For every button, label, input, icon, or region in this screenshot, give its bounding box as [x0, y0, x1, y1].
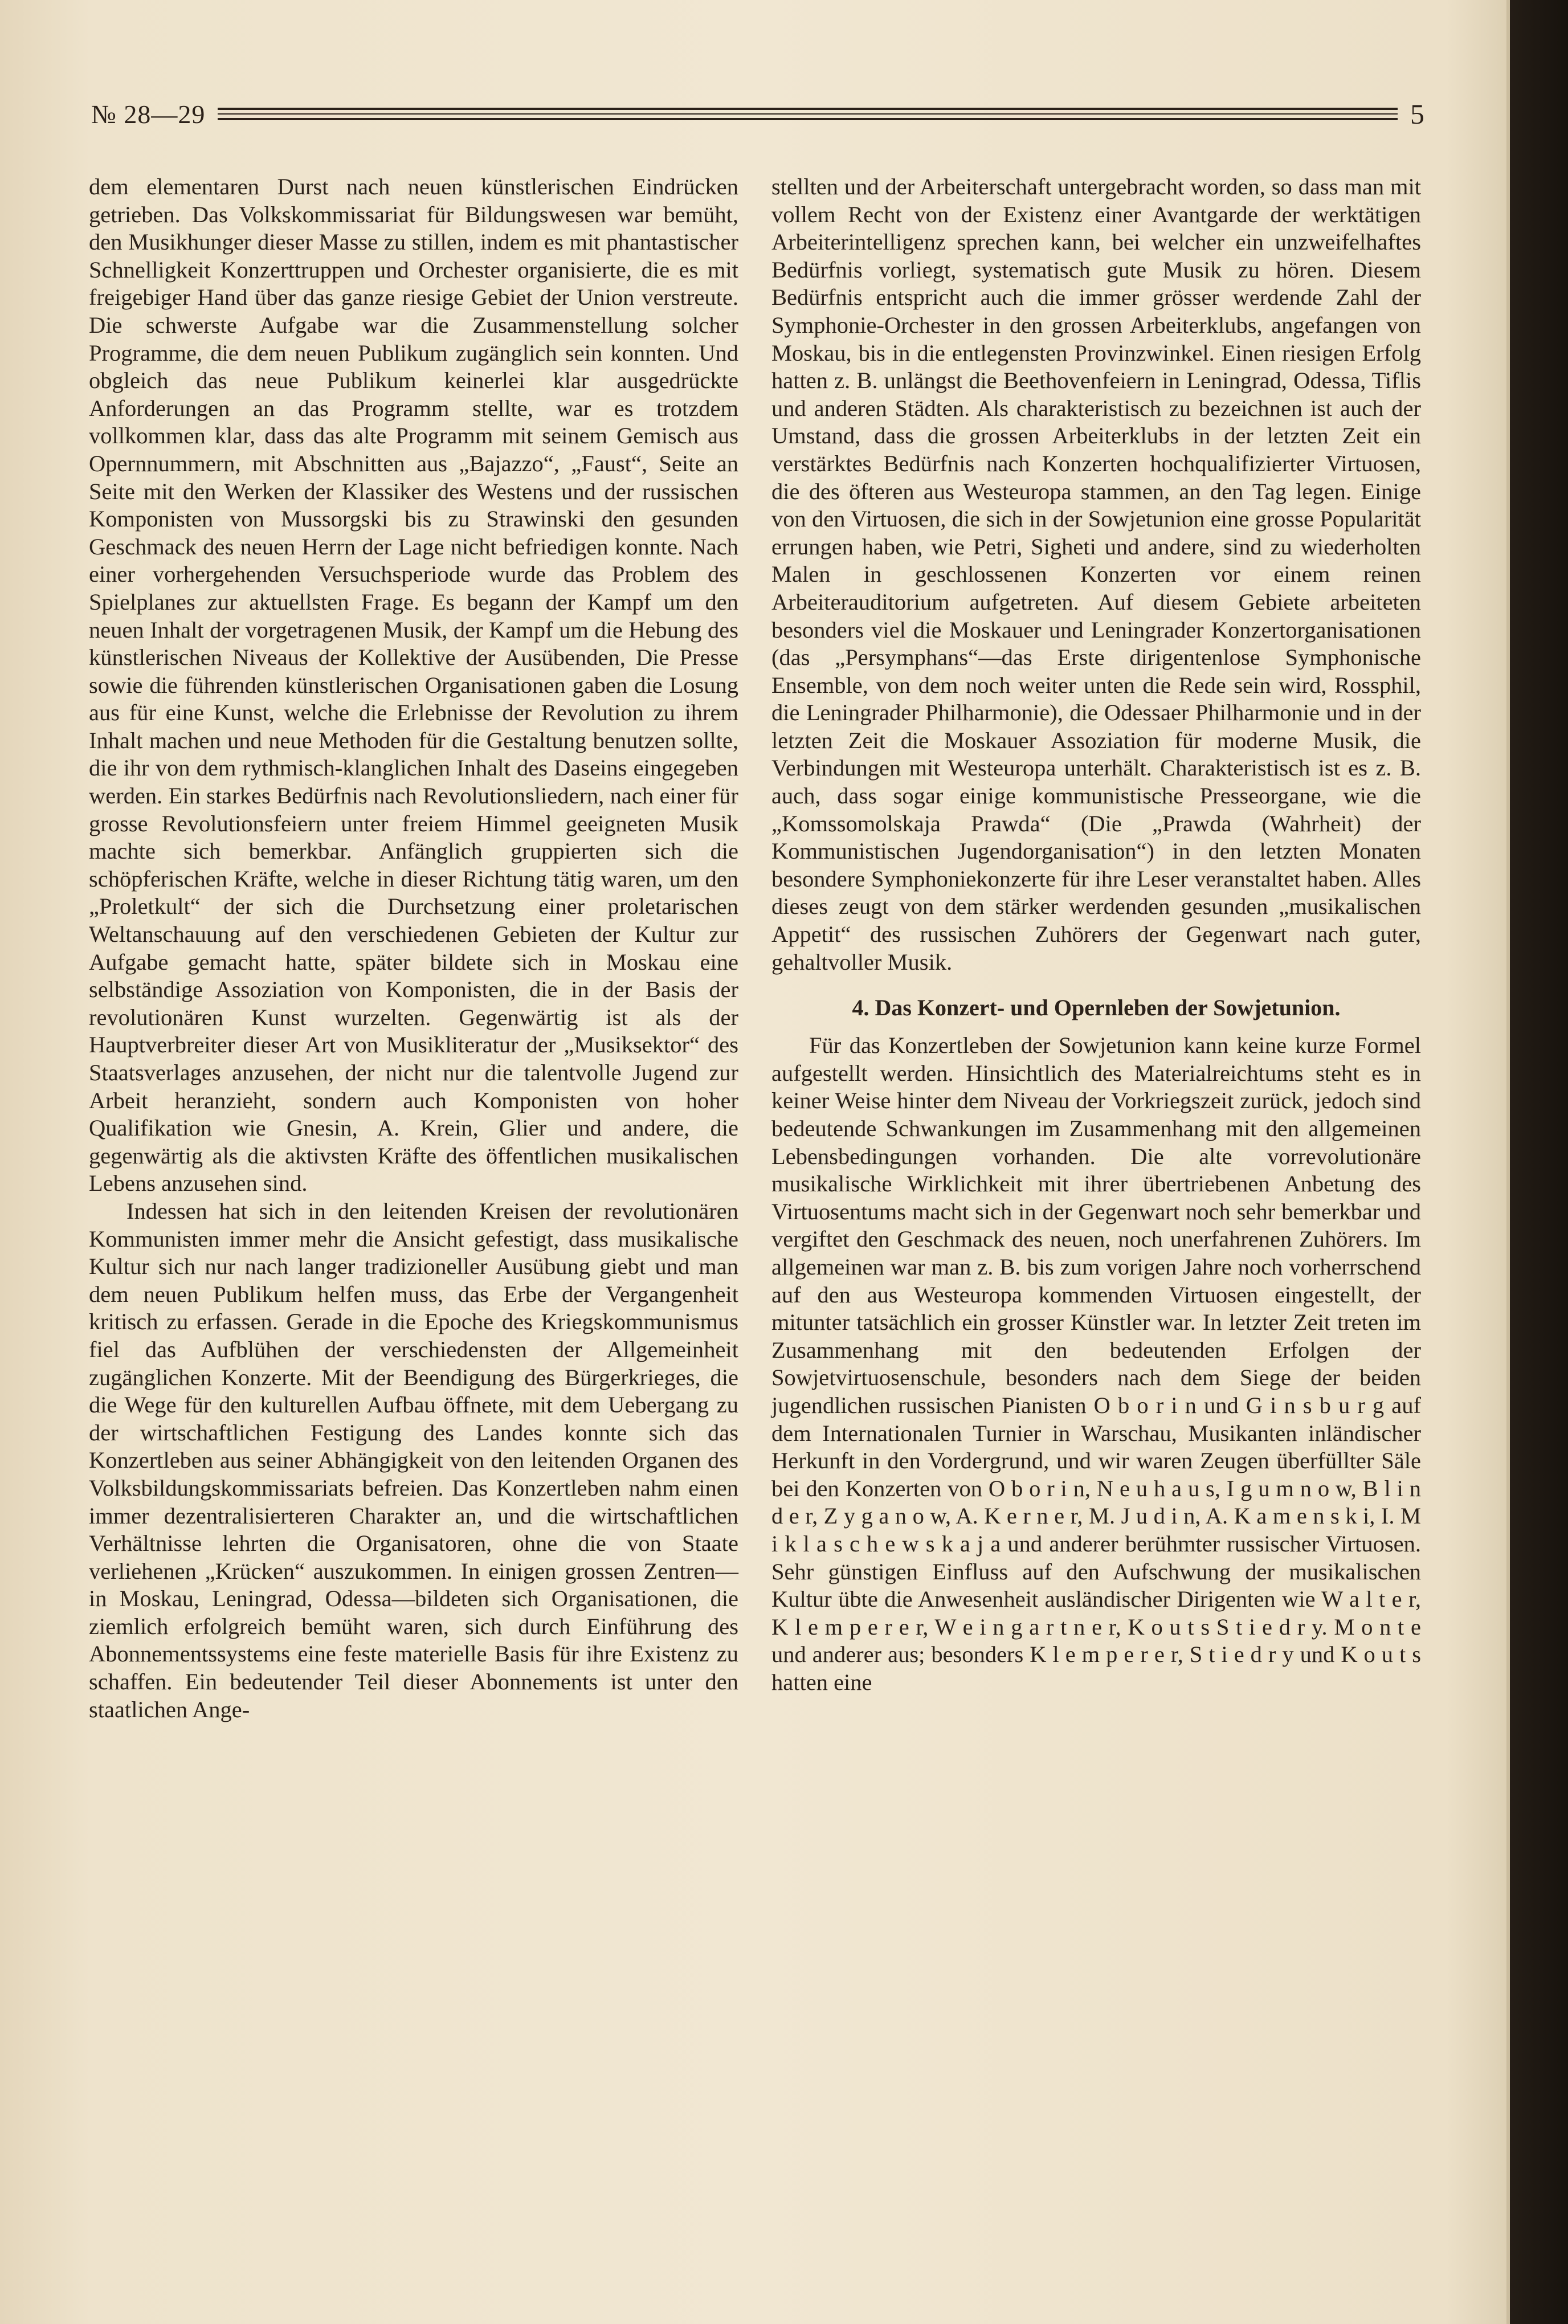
paragraph: Für das Konzertleben der Sowjetunion kann keine kurze Formel aufgestellt werden. Hinsichtlich des Materialreichtums steht es in keiner Weise hinter dem Niveau der Vorkriegszeit zurück, jedoch sind bedeutende Schwankungen im Zusammenhang mit den allgemeinen Lebensbedingungen vorhanden. Die alte vorrevolutionäre musikalische Wirklichkeit mit ihrer übertriebenen Anbetung des Virtuosentums macht sich in der Gegenwart noch sehr bemerkbar und vergiftet den Geschmack des neuen, noch unerfahrenen Zuhörers. Im allgemeinen war man z. B. bis zum vorigen Jahre noch vorherrschend auf den aus Westeuropa kommenden Virtuosen eingestellt, der mitunter tatsächlich ein grosser Künstler war. In letzter Zeit treten im Zusammenhang mit den bedeutenden Erfolgen der Sowjetvirtuosenschule, besonders nach dem Siege der beiden jugendlichen russischen Pianisten O b o r i n und G i n s b u r g auf dem Internationalen Turnier in Warschau, Musikanten inländischer Herkunft in den Vordergrund, und wir waren Zeugen überfüllter Säle bei den Konzerten von O b o r i n, N e u h a u s, I g u m n o w, B l i n d e r, Z y g a n o w, A. K e r n e r, M. J u d i n, A. K a m e n s k i, I. M i k l a s c h e w s k a j a und anderer berühmter russischer Virtuosen. Sehr günstigen Einfluss auf den Aufschwung der musikalischen Kultur übte die Anwesenheit ausländischer Dirigenten wie W a l t e r, K l e m p e r e r, W e i n g a r t n e r, K o u t s S t i e d r y. M o n t e und anderer aus; besonders K l e m p e r e r, S t i e d r y und K o u t s hatten eine [771, 1032, 1421, 1695]
paragraph: stellten und der Arbeiterschaft untergebracht worden, so dass man mit vollem Recht von der Existenz einer Avantgarde der werktätigen Arbeiterintelligenz sprechen kann, bei welcher ein unzweifelhaftes Bedürfnis vorliegt, systematisch gute Musik zu hören. Diesem Bedürfnis entspricht auch die immer grösser werdende Zahl der Symphonie-Orchester in den grossen Arbeiterklubs, angefangen von Moskau, bis in die entlegensten Provinzwinkel. Einen riesigen Erfolg hatten z. B. unlängst die Beethovenfeiern in Leningrad, Odessa, Tiflis und anderen Städten. Als charakteristisch zu bezeichnen ist auch der Umstand, dass die grossen Arbeiterklubs in der letzten Zeit ein verstärktes Bedürfnis nach Konzerten hochqualifizierter Virtuosen, die des öfteren aus Westeuropa stammen, an den Tag legen. Einige von den Virtuosen, die sich in der Sowjetunion eine grosse Popularität errungen haben, wie Petri, Sigheti und andere, sind zu wiederholten Malen in geschlossenen Konzerten vor einem reinen Arbeiterauditorium aufgetreten. Auf diesem Gebiete arbeiteten besonders viel die Moskauer und Leningrader Konzertorganisationen (das „Persymphans“—das Erste dirigentenlose Symphonische Ensemble, von dem noch weiter unten die Rede sein wird, Rossphil, die Leningrader Philharmonie), die Odessaer Philharmonie und in der letzten Zeit die Moskauer Assoziation für moderne Musik, die Verbindungen mit Westeuropa unterhält. Charakteristisch ist es z. B. auch, dass sogar einige kommunistische Presseorgane, wie die „Komssomolskaja Prawda“ (Die „Prawda (Wahrheit) der Kommunistischen Jugendorganisation“) in den letzten Monaten besondere Symphoniekonzerte für ihre Leser veranstaltet haben. Alles dieses zeugt von dem stärker werdenden gesunden „musikalischen Appetit“ des russischen Zuhörers der Gegenwart nach guter, gehaltvoller Musik. [771, 174, 1421, 975]
section-heading: 4. Das Konzert- und Opernleben der Sowjetunion. [852, 995, 1341, 1021]
scan-background-edge [1510, 0, 1568, 2324]
issue-number: № 28—29 [91, 99, 206, 129]
page-header [91, 91, 1424, 137]
right-column [771, 173, 1421, 1696]
left-column [89, 173, 738, 1723]
paragraph: Indessen hat sich in den leitenden Kreisen der revolutionären Kommunisten immer mehr die Ansicht gefestigt, dass musikalische Kultur sich nur nach langer tradizioneller Ausübung giebt und man dem neuen Publikum helfen muss, das Erbe der Vergangenheit kritisch zu erfassen. Gerade in die Epoche des Kriegskommunismus fiel das Aufblühen der verschiedensten der Allgemeinheit zugänglichen Konzerte. Mit der Beendigung des Bürgerkrieges, die die Wege für den kulturellen Aufbau öffnete, mit dem Uebergang zu der wirtschaftlichen Festigung des Landes konnte sich das Konzertleben aus seiner Abhängigkeit von den leitenden Organen des Volksbildungskommissariats befreien. Das Konzertleben nahm einen immer dezentralisierteren Charakter an, und die wirtschaftlichen Verhältnisse lehrten die Organisatoren, ohne die von Staate verliehenen „Krücken“ auszukommen. In einigen grossen Zentren—in Moskau, Leningrad, Odessa—bildeten sich Organisationen, die ziemlich erfolgreich bemüht waren, sich durch Einführung des Abonnementssystems eine feste materielle Basis für ihre Existenz zu schaffen. Ein bedeutender Teil dieser Abonnements ist unter den staatlichen Ange- [89, 1198, 738, 1722]
page-number: 5 [1410, 98, 1424, 130]
header-rule [218, 108, 1398, 120]
paragraph: dem elementaren Durst nach neuen künstlerischen Eindrücken getrieben. Das Volkskommissariat für Bildungswesen war bemüht, den Musikhunger dieser Masse zu stillen, indem es mit phantastischer Schnelligkeit Konzerttruppen und Orchester organisierte, die es mit freigebiger Hand über das ganze riesige Gebiet der Union verstreute. Die schwerste Aufgabe war die Zusammenstellung solcher Programme, die dem neuen Publikum zugänglich sein konnten. Und obgleich das neue Publikum keinerlei klar ausgedrückte Anforderungen an das Programm stellte, war es trotzdem vollkommen klar, dass das alte Programm mit seinem Gemisch aus Opernnummern, mit Abschnitten aus „Bajazzo“, „Faust“, Seite an Seite mit den Werken der Klassiker des Westens und der russischen Komponisten von Mussorgski bis zu Strawinski den gesunden Geschmack des neuen Herrn der Lage nicht befriedigen konnte. Nach einer vorhergehenden Versuchsperiode wurde das Problem des Spielplanes zur aktuellsten Frage. Es begann der Kampf um den neuen Inhalt der vorgetragenen Musik, der Kampf um die Hebung des künstlerischen Niveaus der Kollektive der Ausübenden, Die Presse sowie die führenden künstlerischen Organisationen gaben die Losung aus für eine Kunst, welche die Erlebnisse der Revolution zu ihrem Inhalt machen und neue Methoden für die Gestaltung benutzen sollte, die ihr von dem rythmisch-klanglichen Inhalt des Daseins eingegeben werden. Ein starkes Bedürfnis nach Revolutionsliedern, nach einer für grosse Revolutionsfeiern unter freiem Himmel geeigneten Musik machte sich bemerkbar. Anfänglich gruppierten sich die schöpferischen Kräfte, welche in dieser Richtung tätig waren, um den „Proletkult“ der sich die Durchsetzung einer proletarischen Weltanschauung auf den verschiedenen Gebieten der Kultur zur Aufgabe gemacht hatte, später bildete sich in Moskau eine selbständige Assoziation von Komponisten, die in der Basis der revolutionären Kunst wurzelten. Gegenwärtig ist als der Hauptverbreiter dieser Art von Musikliteratur der „Musiksektor“ des Staatsverlages anzusehen, der nicht nur die talentvolle Jugend zur Arbeit heranzieht, sondern auch Komponisten von hoher Qualifikation wie Gnesin, A. Krein, Glier und andere, die gegenwärtig als die aktivsten Kräfte des öffentlichen musikalischen Lebens anzusehen sind. [89, 174, 738, 1196]
